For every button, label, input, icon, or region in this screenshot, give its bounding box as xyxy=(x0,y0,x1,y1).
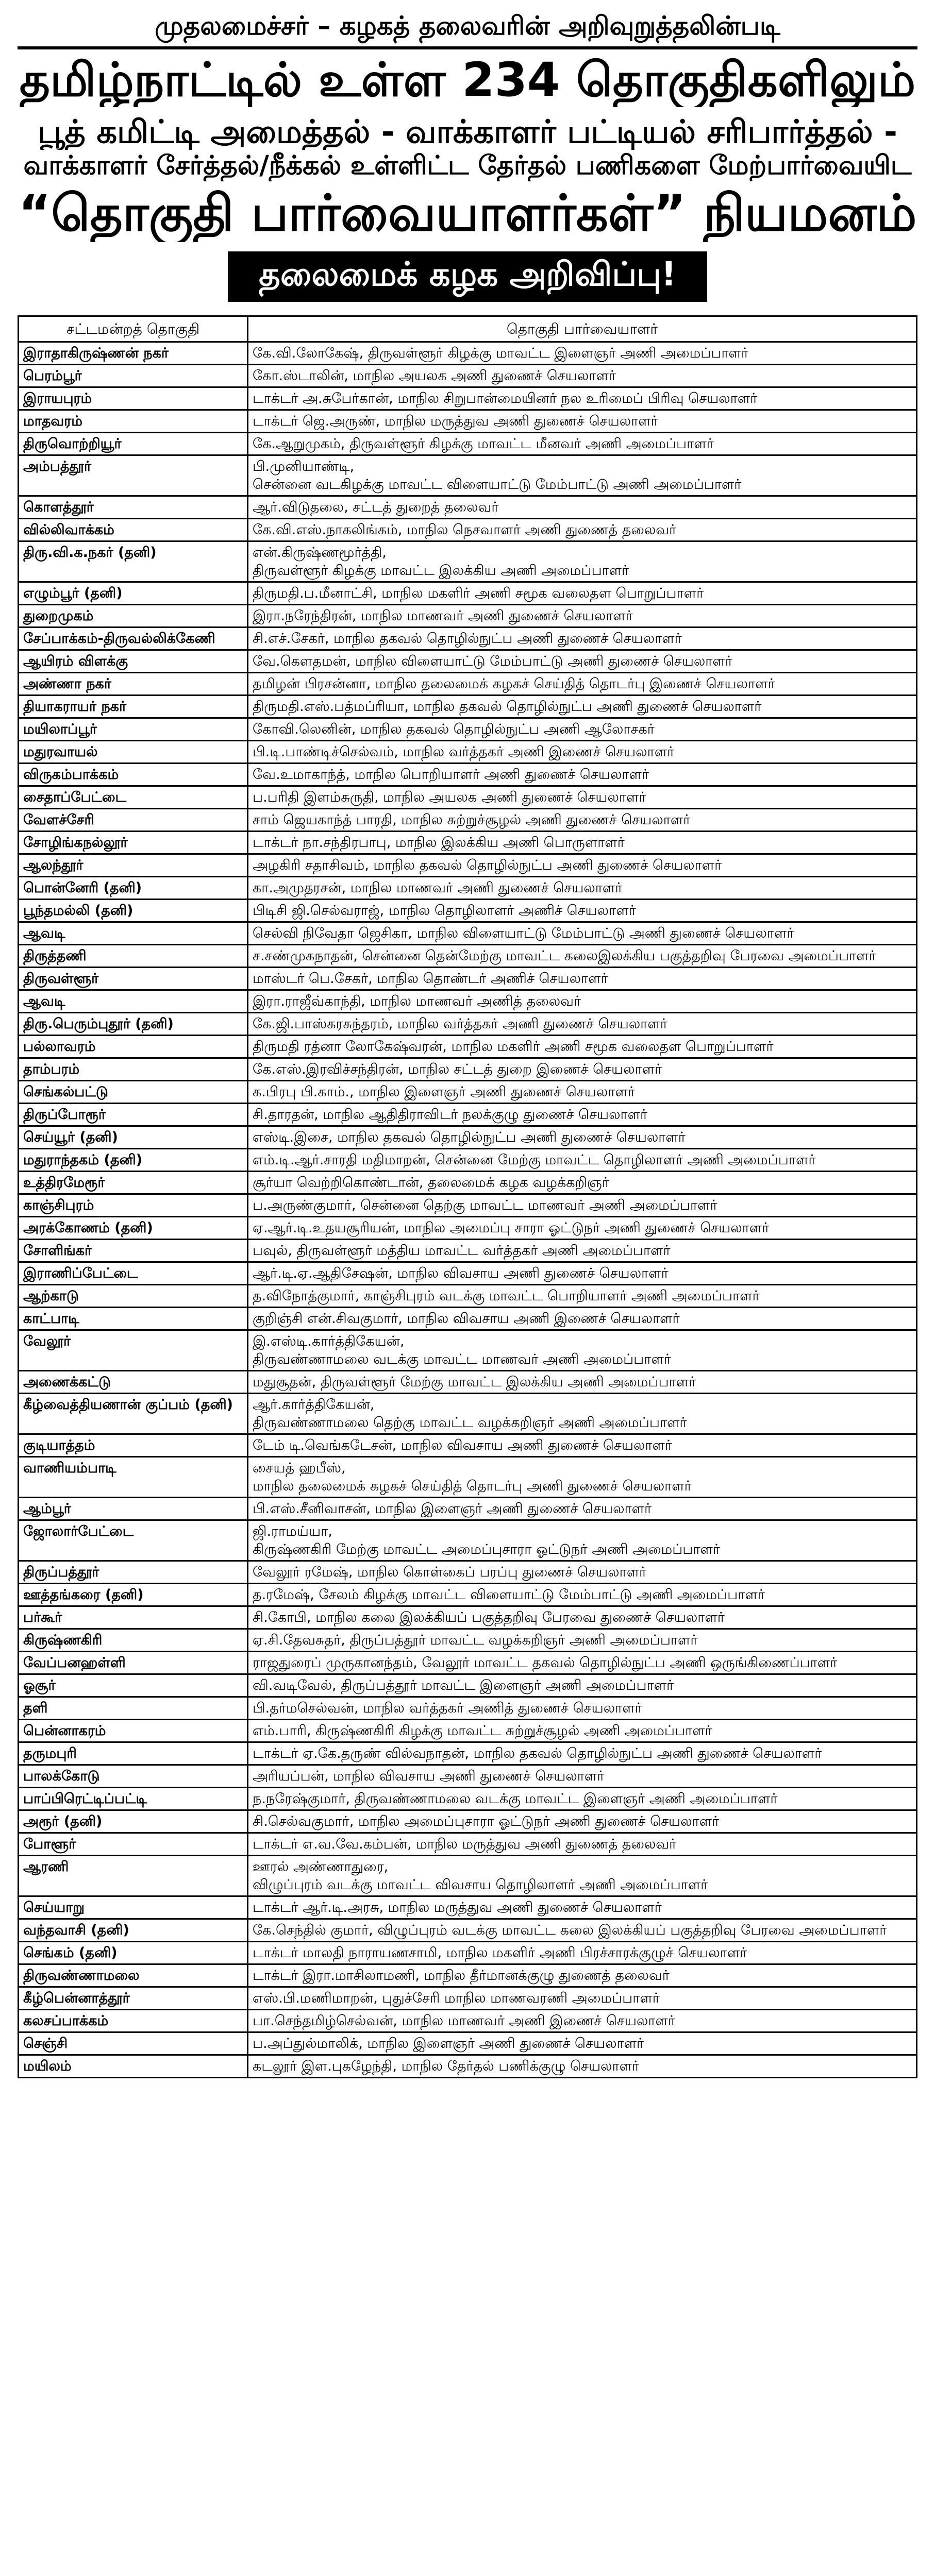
table-row xyxy=(19,1629,917,1652)
observer-table xyxy=(18,315,917,2078)
observer-cell: டாக்டர் மாலதி நாராயணசாமி, மாநில மகளிர் அணி பிரச்சாரக்குழுச் செயலாளர் xyxy=(248,1942,917,1964)
observer-cell: டாக்டர் அ.சுபேர்கான், மாநில சிறுபான்மையினர் நல உரிமைப் பிரிவு செயலாளர் xyxy=(248,387,917,410)
table-row xyxy=(19,1149,917,1172)
constituency-cell: கீழ்பென்னாத்தூர் xyxy=(19,1987,248,2010)
constituency-cell: இராணிப்பேட்டை xyxy=(19,1262,248,1285)
constituency-cell: விருகம்பாக்கம் xyxy=(19,764,248,786)
table-row xyxy=(19,2055,917,2078)
constituency-cell: பூந்தமல்லி (தனி) xyxy=(19,900,248,922)
header-line-tasks-2: வாக்காளர் சேர்த்தல்/நீக்கல் உள்ளிட்ட தேர்தல் பணிகளை மேற்பார்வையிட xyxy=(23,151,912,181)
table-row xyxy=(19,628,917,650)
header-line-appointment: “தொகுதி பார்வையாளர்கள்” நியமனம் xyxy=(18,184,917,242)
constituency-cell: பாலக்கோடு xyxy=(19,1765,248,1788)
constituency-cell: பாப்பிரெட்டிப்பட்டி xyxy=(19,1788,248,1810)
constituency-cell: பென்னாகரம் xyxy=(19,1720,248,1742)
table-row xyxy=(19,673,917,696)
table-row xyxy=(19,1896,917,1919)
table-row xyxy=(19,2032,917,2055)
table-row xyxy=(19,1036,917,1058)
observer-cell: குறிஞ்சி என்.சிவகுமார், மாநில விவசாய அணி இணைச் செயலாளர் xyxy=(248,1308,917,1330)
constituency-cell: ஆலந்தூர் xyxy=(19,854,248,877)
observer-cell: வே.உமாகாந்த், மாநில பொறியாளர் அணி துணைச் செயலாளர் xyxy=(248,764,917,786)
observer-cell: பி.தர்மசெல்வன், மாநில வர்த்தகர் அணித் துணைச் செயலாளர் xyxy=(248,1697,917,1720)
constituency-cell: திருவள்ளூர் xyxy=(19,968,248,990)
table-row xyxy=(19,1194,917,1217)
table-row xyxy=(19,1964,917,1987)
observer-cell: கே.எஸ்.இரவிச்சந்திரன், மாநில சட்டத் துறை இணைச் செயலாளர் xyxy=(248,1058,917,1081)
table-row xyxy=(19,900,917,922)
table-row xyxy=(19,1606,917,1629)
table-row xyxy=(19,1434,917,1457)
table-row xyxy=(19,455,917,496)
table-row xyxy=(19,1987,917,2010)
observer-cell: அரியப்பன், மாநில விவசாய அணி துணைச் செயலாளர் xyxy=(248,1765,917,1788)
table-row xyxy=(19,1697,917,1720)
constituency-cell: ஆயிரம் விளக்கு xyxy=(19,650,248,673)
table-row xyxy=(19,1765,917,1788)
table-row xyxy=(19,1561,917,1584)
table-row xyxy=(19,1584,917,1606)
table-row xyxy=(19,1262,917,1285)
table-row xyxy=(19,387,917,410)
notice-banner-wrap xyxy=(18,251,917,302)
observer-cell: ஆர்.விடுதலை, சட்டத் துறைத் தலைவர் xyxy=(248,496,917,519)
observer-cell: இரா.ராஜீவ்காந்தி, மாநில மாணவர் அணித் தலைவர் xyxy=(248,990,917,1013)
observer-cell: கே.செந்தில் குமார், விழுப்புரம் வடக்கு மாவட்ட கலை இலக்கியப் பகுத்தறிவு பேரவை அமைப்பாளர் xyxy=(248,1919,917,1942)
constituency-cell: மாதவரம் xyxy=(19,410,248,433)
table-row xyxy=(19,1742,917,1765)
observer-cell: வேலூர் ரமேஷ், மாநில கொள்கைப் பரப்பு துணைச் செயலாளர் xyxy=(248,1561,917,1584)
observer-cell: டாக்டர் ஏ.கே.தருண் வில்வநாதன், மாநில தகவல் தொழில்நுட்ப அணி துணைச் செயலாளர் xyxy=(248,1742,917,1765)
observer-cell: எஸ்டி.இசை, மாநில தகவல் தொழில்நுட்ப அணி துணைச் செயலாளர் xyxy=(248,1126,917,1149)
constituency-cell: காஞ்சிபுரம் xyxy=(19,1194,248,1217)
observer-cell: கோ.ஸ்டாலின், மாநில அயலக அணி துணைச் செயலாளர் xyxy=(248,365,917,387)
constituency-cell: துறைமுகம் xyxy=(19,605,248,628)
observer-cell: ஆர்.டி.ஏ.ஆதிசேஷன், மாநில விவசாய அணி துணைச் செயலாளர் xyxy=(248,1262,917,1285)
observer-cell: ந.நரேஷ்குமார், திருவண்ணாமலை வடக்கு மாவட்ட இளைஞர் அணி அமைப்பாளர் xyxy=(248,1788,917,1810)
constituency-cell: மயிலம் xyxy=(19,2055,248,2078)
constituency-cell: ஆவடி xyxy=(19,990,248,1013)
table-row xyxy=(19,342,917,365)
constituency-cell: தியாகராயர் நகர் xyxy=(19,696,248,718)
table-row xyxy=(19,541,917,582)
constituency-cell: செங்கல்பட்டு xyxy=(19,1081,248,1104)
observer-cell: தமிழன் பிரசன்னா, மாநில தலைமைக் கழகச் செய்தித் தொடர்பு இணைச் செயலாளர் xyxy=(248,673,917,696)
observer-cell: ஏ.சி.தேவசுதர், திருப்பத்தூர் மாவட்ட வழக்கறிஞர் அணி அமைப்பாளர் xyxy=(248,1629,917,1652)
constituency-cell: ஊத்தங்கரை (தனி) xyxy=(19,1584,248,1606)
observer-cell: பிடிசி ஜி.செல்வராஜ், மாநில தொழிலாளர் அணிச் செயலாளர் xyxy=(248,900,917,922)
table-row xyxy=(19,968,917,990)
constituency-cell: பர்கூர் xyxy=(19,1606,248,1629)
constituency-cell: திருவண்ணாமலை xyxy=(19,1964,248,1987)
observer-cell: திருமதி.ப.மீனாட்சி, மாநில மகளிர் அணி சமூக வலைதள பொறுப்பாளர் xyxy=(248,582,917,605)
observer-cell: ராஜதுரைப் முருகானந்தம், வேலூர் மாவட்ட தகவல் தொழில்நுட்ப அணி ஒருங்கிணைப்பாளர் xyxy=(248,1652,917,1674)
constituency-cell: மதுராந்தகம் (தனி) xyxy=(19,1149,248,1172)
constituency-cell: ஜோலார்பேட்டை xyxy=(19,1520,248,1561)
observer-cell: டாக்டர் எ.வ.வே.கம்பன், மாநில மருத்துவ அணி துணைத் தலைவர் xyxy=(248,1833,917,1856)
observer-cell: எம்.பாரி, கிருஷ்ணகிரி கிழக்கு மாவட்ட சுற்றுச்சூழல் அணி அமைப்பாளர் xyxy=(248,1720,917,1742)
observer-cell: சையத் ஹபீஸ், மாநில தலைமைக் கழகச் செய்தித் தொடர்பு அணி துணைச் செயலாளர் xyxy=(248,1457,917,1498)
constituency-cell: அம்பத்தூர் xyxy=(19,455,248,496)
observer-cell: செல்வி நிவேதா ஜெசிகா, மாநில விளையாட்டு மேம்பாட்டு அணி துணைச் செயலாளர் xyxy=(248,922,917,945)
table-row xyxy=(19,1498,917,1520)
observer-cell: சாம் ஜெயகாந்த் பாரதி, மாநில சுற்றுச்சூழல் அணி துணைச் செயலாளர் xyxy=(248,809,917,832)
observer-cell: ஜி.ராமய்யா, கிருஷ்ணகிரி மேற்கு மாவட்ட அமைப்புசாரா ஓட்டுநர் அணி அமைப்பாளர் xyxy=(248,1520,917,1561)
constituency-cell: கொளத்தூர் xyxy=(19,496,248,519)
observer-cell: இ.எஸ்டி.கார்த்திகேயன், திருவண்ணாமலை வடக்கு மாவட்ட மாணவர் அணி அமைப்பாளர் xyxy=(248,1330,917,1371)
observer-cell: திருமதி.எஸ்.பத்மப்ரியா, மாநில தகவல் தொழில்நுட்ப அணி துணைச் செயலாளர் xyxy=(248,696,917,718)
constituency-cell: மதுரவாயல் xyxy=(19,741,248,764)
table-row xyxy=(19,1720,917,1742)
constituency-cell: அரூர் (தனி) xyxy=(19,1810,248,1833)
constituency-cell: கீழ்வைத்தியணான் குப்பம் (தனி) xyxy=(19,1394,248,1434)
table-row xyxy=(19,1674,917,1697)
table-row xyxy=(19,410,917,433)
table-row xyxy=(19,1308,917,1330)
constituency-cell: சேப்பாக்கம்-திருவல்லிக்கேணி xyxy=(19,628,248,650)
observer-cell: டேம் டி.வெங்கடேசன், மாநில விவசாய அணி துணைச் செயலாளர் xyxy=(248,1434,917,1457)
table-row xyxy=(19,854,917,877)
table-row xyxy=(19,1833,917,1856)
constituency-cell: செய்யூர் (தனி) xyxy=(19,1126,248,1149)
constituency-cell: எழும்பூர் (தனி) xyxy=(19,582,248,605)
table-body xyxy=(19,342,917,2078)
constituency-cell: வந்தவாசி (தனி) xyxy=(19,1919,248,1942)
constituency-cell: வாணியம்பாடி xyxy=(19,1457,248,1498)
table-row xyxy=(19,1217,917,1240)
observer-cell: பி.டி.பாண்டிச்செல்வம், மாநில வர்த்தகர் அணி இணைச் செயலாளர் xyxy=(248,741,917,764)
table-row xyxy=(19,922,917,945)
table-row xyxy=(19,1457,917,1498)
constituency-cell: பல்லாவரம் xyxy=(19,1036,248,1058)
constituency-cell: வேளச்சேரி xyxy=(19,809,248,832)
observer-cell: க.பிரபு பி.காம்., மாநில இளைஞர் அணி துணைச் செயலாளர் xyxy=(248,1081,917,1104)
constituency-cell: திரு.வி.க.நகர் (தனி) xyxy=(19,541,248,582)
constituency-cell: திருத்தணி xyxy=(19,945,248,968)
constituency-cell: சைதாப்பேட்டை xyxy=(19,786,248,809)
observer-cell: கே.ஆறுமுகம், திருவள்ளூர் கிழக்கு மாவட்ட மீனவர் அணி அமைப்பாளர் xyxy=(248,433,917,455)
observer-cell: சூர்யா வெற்றிகொண்டான், தலைமைக் கழக வழக்கறிஞர் xyxy=(248,1172,917,1194)
observer-cell: மதுசூதன், திருவள்ளூர் மேற்கு மாவட்ட இலக்கிய அணி அமைப்பாளர் xyxy=(248,1371,917,1394)
table-row xyxy=(19,605,917,628)
constituency-cell: திரு.பெரும்புதூர் (தனி) xyxy=(19,1013,248,1036)
observer-cell: அழகிரி சதாசிவம், மாநில தகவல் தொழில்நுட்ப அணி துணைச் செயலாளர் xyxy=(248,854,917,877)
constituency-cell: பொன்னேரி (தனி) xyxy=(19,877,248,900)
constituency-cell: கிருஷ்ணகிரி xyxy=(19,1629,248,1652)
observer-cell: திருமதி ரத்னா லோகேஷ்வரன், மாநில மகளிர் அணி சமூக வலைதள பொறுப்பாளர் xyxy=(248,1036,917,1058)
observer-cell: டாக்டர் இரா.மாசிலாமணி, மாநில தீர்மானக்குழு துணைத் தலைவர் xyxy=(248,1964,917,1987)
constituency-cell: உத்திரமேரூர் xyxy=(19,1172,248,1194)
constituency-cell: வேலூர் xyxy=(19,1330,248,1371)
observer-cell: கடலூர் இள.புகழேந்தி, மாநில தேர்தல் பணிக்குழு செயலாளர் xyxy=(248,2055,917,2078)
table-row xyxy=(19,1104,917,1126)
constituency-cell: தளி xyxy=(19,1697,248,1720)
constituency-cell: ஆரணி xyxy=(19,1856,248,1896)
constituency-cell: தருமபுரி xyxy=(19,1742,248,1765)
table-row xyxy=(19,1126,917,1149)
table-row xyxy=(19,433,917,455)
observer-cell: த.ரமேஷ், சேலம் கிழக்கு மாவட்ட விளையாட்டு மேம்பாட்டு அணி அமைப்பாளர் xyxy=(248,1584,917,1606)
observer-cell: கே.வி.லோகேஷ், திருவள்ளூர் கிழக்கு மாவட்ட இளைஞர் அணி அமைப்பாளர் xyxy=(248,342,917,365)
constituency-cell: திருப்பத்தூர் xyxy=(19,1561,248,1584)
table-row xyxy=(19,1788,917,1810)
observer-cell: ப.பரிதி இளம்சுருதி, மாநில அயலக அணி துணைச் செயலாளர் xyxy=(248,786,917,809)
observer-cell: கே.வி.எஸ்.நாகலிங்கம், மாநில நெசவாளர் அணி துணைத் தலைவர் xyxy=(248,519,917,541)
constituency-cell: இராயபுரம் xyxy=(19,387,248,410)
constituency-cell: போளூர் xyxy=(19,1833,248,1856)
observer-cell: ஊரல் அண்ணாதுரை, விழுப்புரம் வடக்கு மாவட்ட விவசாய தொழிலாளர் அணி அமைப்பாளர் xyxy=(248,1856,917,1896)
observer-cell: சி.செல்வகுமார், மாநில அமைப்புசாரா ஓட்டுநர் அணி துணைச் செயலாளர் xyxy=(248,1810,917,1833)
table-row xyxy=(19,1172,917,1194)
observer-cell: என்.கிருஷ்ணமூர்த்தி, திருவள்ளூர் கிழக்கு மாவட்ட இலக்கிய அணி அமைப்பாளர் xyxy=(248,541,917,582)
table-row xyxy=(19,519,917,541)
observer-cell: பி.எஸ்.சீனிவாசன், மாநில இளைஞர் அணி துணைச் செயலாளர் xyxy=(248,1498,917,1520)
table-row xyxy=(19,2010,917,2032)
table-row xyxy=(19,832,917,854)
observer-cell: ச.சண்முகநாதன், சென்னை தென்மேற்கு மாவட்ட கலைஇலக்கிய பகுத்தறிவு பேரவை அமைப்பாளர் xyxy=(248,945,917,968)
table-row xyxy=(19,1240,917,1262)
observer-cell: எஸ்.பி.மணிமாறன், புதுச்சேரி மாநில மாணவரணி அமைப்பாளர் xyxy=(248,1987,917,2010)
constituency-cell: செய்யாறு xyxy=(19,1896,248,1919)
table-row xyxy=(19,786,917,809)
observer-cell: வே.கௌதமன், மாநில விளையாட்டு மேம்பாட்டு அணி துணைச் செயலாளர் xyxy=(248,650,917,673)
table-row xyxy=(19,990,917,1013)
observer-cell: பவுல், திருவள்ளூர் மத்திய மாவட்ட வர்த்தகர் அணி அமைப்பாளர் xyxy=(248,1240,917,1262)
header-line-tasks-1: பூத் கமிட்டி அமைத்தல் - வாக்காளர் பட்டியல் சரிபார்த்தல் - xyxy=(38,113,897,150)
constituency-cell: வில்லிவாக்கம் xyxy=(19,519,248,541)
observer-cell: சி.தாரதன், மாநில ஆதிதிராவிடர் நலக்குழு துணைச் செயலாளர் xyxy=(248,1104,917,1126)
table-row xyxy=(19,1081,917,1104)
table-row xyxy=(19,718,917,741)
table-row xyxy=(19,1942,917,1964)
observer-cell: சி.கோபி, மாநில கலை இலக்கியப் பகுத்தறிவு பேரவை துணைச் செயலாளர் xyxy=(248,1606,917,1629)
observer-cell: பா.செந்தமிழ்செல்வன், மாநில மாணவர் அணி இணைச் செயலாளர் xyxy=(248,2010,917,2032)
notice-banner: தலைமைக் கழக அறிவிப்பு! xyxy=(228,251,707,302)
table-row xyxy=(19,1652,917,1674)
constituency-cell: தாம்பரம் xyxy=(19,1058,248,1081)
table-row xyxy=(19,650,917,673)
constituency-cell: வேப்பனஹள்ளி xyxy=(19,1652,248,1674)
table-row xyxy=(19,877,917,900)
table-row xyxy=(19,365,917,387)
constituency-cell: ஓசூர் xyxy=(19,1674,248,1697)
constituency-cell: காட்பாடி xyxy=(19,1308,248,1330)
table-row xyxy=(19,696,917,718)
observer-cell: ஏ.ஆர்.டி.உதயசூரியன், மாநில அமைப்பு சாரா ஓட்டுநர் அணி துணைச் செயலாளர் xyxy=(248,1217,917,1240)
table-row xyxy=(19,1371,917,1394)
constituency-cell: அரக்கோணம் (தனி) xyxy=(19,1217,248,1240)
observer-cell: சி.எச்.சேகர், மாநில தகவல் தொழில்நுட்ப அணி துணைச் செயலாளர் xyxy=(248,628,917,650)
observer-cell: இரா.நரேந்திரன், மாநில மாணவர் அணி துணைச் செயலாளர் xyxy=(248,605,917,628)
table-row xyxy=(19,1013,917,1036)
observer-cell: கே.ஜி.பாஸ்கரசுந்தரம், மாநில வர்த்தகர் அணி துணைச் செயலாளர் xyxy=(248,1013,917,1036)
constituency-cell: திருப்போரூர் xyxy=(19,1104,248,1126)
observer-cell: கா.அமுதரசன், மாநில மாணவர் அணி துணைச் செயலாளர் xyxy=(248,877,917,900)
observer-cell: டாக்டர் நா.சந்திரபாபு, மாநில இலக்கிய அணி பொருளாளர் xyxy=(248,832,917,854)
observer-cell: மாஸ்டர் பெ.சேகர், மாநில தொண்டர் அணிச் செயலாளர் xyxy=(248,968,917,990)
observer-cell: த.விநோத்குமார், காஞ்சிபுரம் வடக்கு மாவட்ட பொறியாளர் அணி அமைப்பாளர் xyxy=(248,1285,917,1308)
table-header-row xyxy=(19,316,917,342)
observer-cell: பி.முனியாண்டி, சென்னை வடகிழக்கு மாவட்ட விளையாட்டு மேம்பாட்டு அணி அமைப்பாளர் xyxy=(248,455,917,496)
constituency-cell: சோழிங்கநல்லூர் xyxy=(19,832,248,854)
observer-cell: டாக்டர் ஜெ.அருண், மாநில மருத்துவ அணி துணைச் செயலாளர் xyxy=(248,410,917,433)
observer-cell: எம்.டி.ஆர்.சாரதி மதிமாறன், சென்னை மேற்கு மாவட்ட தொழிலாளர் அணி அமைப்பாளர் xyxy=(248,1149,917,1172)
table-row xyxy=(19,582,917,605)
table-row xyxy=(19,809,917,832)
table-row xyxy=(19,1330,917,1371)
table-row xyxy=(19,945,917,968)
header-constituency: சட்டமன்றத் தொகுதி xyxy=(19,316,248,342)
constituency-cell: ஆற்காடு xyxy=(19,1285,248,1308)
observer-cell: வி.வடிவேல், திருப்பத்தூர் மாவட்ட இளைஞர் அணி அமைப்பாளர் xyxy=(248,1674,917,1697)
observer-cell: கோவி.லெனின், மாநில தகவல் தொழில்நுட்ப அணி ஆலோசகர் xyxy=(248,718,917,741)
observer-cell: ப.அப்துல்மாலிக், மாநில இளைஞர் அணி துணைச் செயலாளர் xyxy=(248,2032,917,2055)
constituency-cell: திருவொற்றியூர் xyxy=(19,433,248,455)
observer-cell: ஆர்.கார்த்திகேயன், திருவண்ணாமலை தெற்கு மாவட்ட வழக்கறிஞர் அணி அமைப்பாளர் xyxy=(248,1394,917,1434)
constituency-cell: பெரம்பூர் xyxy=(19,365,248,387)
constituency-cell: ஆவடி xyxy=(19,922,248,945)
table-row xyxy=(19,1285,917,1308)
table-row xyxy=(19,764,917,786)
table-row xyxy=(19,1919,917,1942)
constituency-cell: செங்கம் (தனி) xyxy=(19,1942,248,1964)
table-row xyxy=(19,741,917,764)
constituency-cell: குடியாத்தம் xyxy=(19,1434,248,1457)
constituency-cell: இராதாகிருஷ்ணன் நகர் xyxy=(19,342,248,365)
constituency-cell: அணைக்கட்டு xyxy=(19,1371,248,1394)
header-line-directive: முதலமைச்சர் – கழகத் தலைவரின் அறிவுறுத்தலின்படி xyxy=(18,11,917,49)
header-line-constituencies: தமிழ்நாட்டில் உள்ள 234 தொகுதிகளிலும் xyxy=(19,53,916,107)
header-observer: தொகுதி பார்வையாளர் xyxy=(248,316,917,342)
table-row xyxy=(19,1520,917,1561)
constituency-cell: கலசப்பாக்கம் xyxy=(19,2010,248,2032)
constituency-cell: அண்ணா நகர் xyxy=(19,673,248,696)
observer-cell: ப.அருண்குமார், சென்னை தெற்கு மாவட்ட மாணவர் அணி அமைப்பாளர் xyxy=(248,1194,917,1217)
constituency-cell: மயிலாப்பூர் xyxy=(19,718,248,741)
constituency-cell: ஆம்பூர் xyxy=(19,1498,248,1520)
table-row xyxy=(19,1394,917,1434)
table-row xyxy=(19,1856,917,1896)
table-row xyxy=(19,1810,917,1833)
constituency-cell: சோளிங்கர் xyxy=(19,1240,248,1262)
table-row xyxy=(19,1058,917,1081)
constituency-cell: செஞ்சி xyxy=(19,2032,248,2055)
table-row xyxy=(19,496,917,519)
observer-cell: டாக்டர் ஆர்.டி.அரசு, மாநில மருத்துவ அணி துணைச் செயலாளர் xyxy=(248,1896,917,1919)
